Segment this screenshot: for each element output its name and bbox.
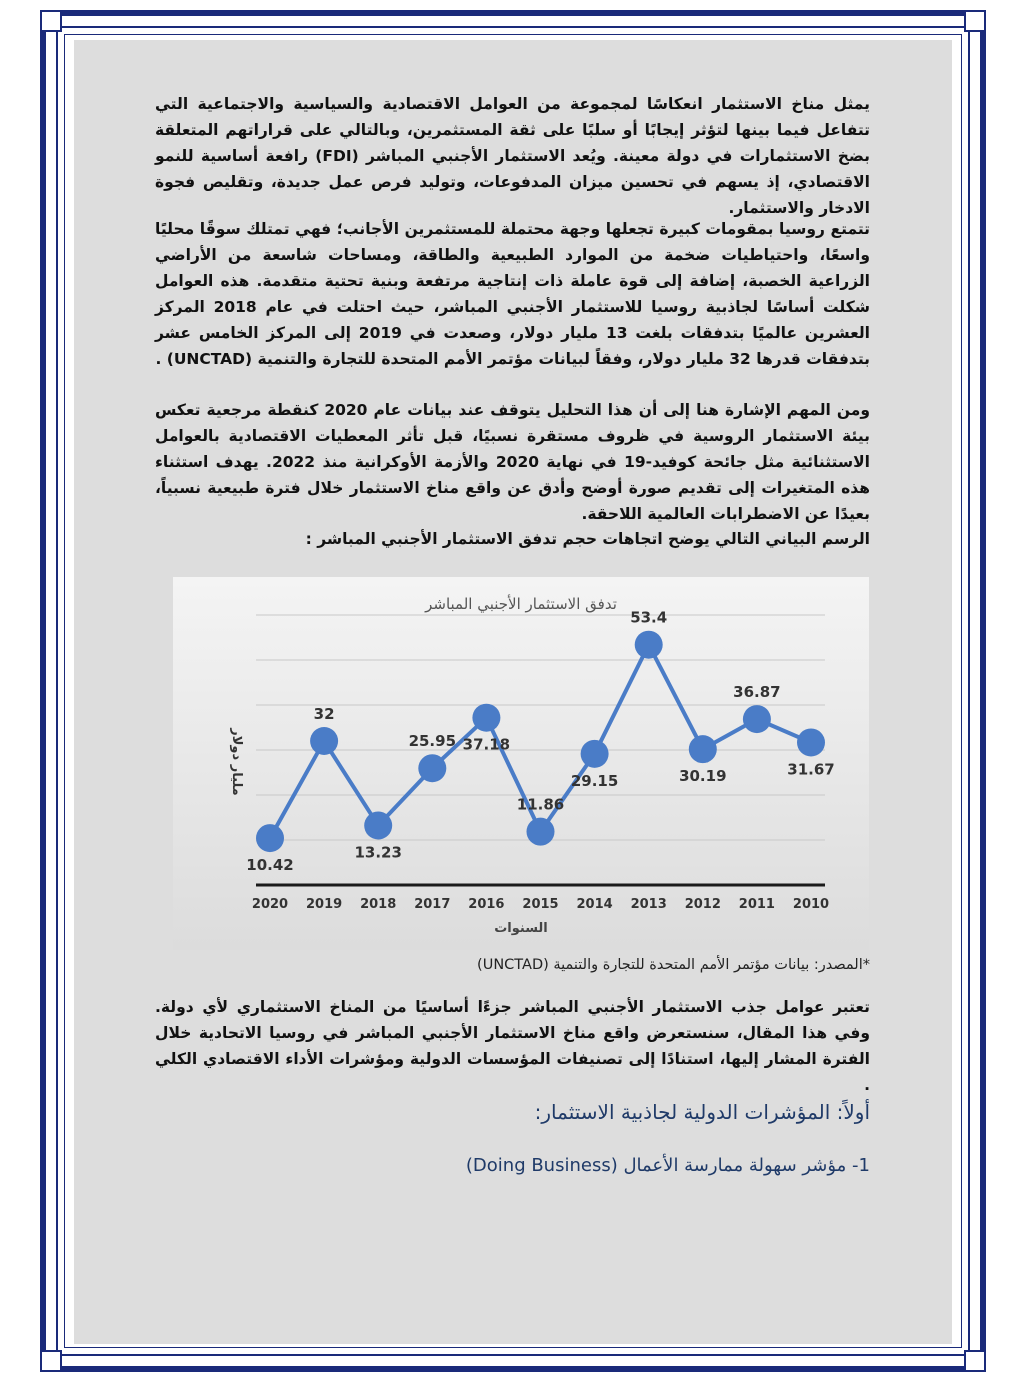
frame-corner-ornament <box>40 10 62 32</box>
chart-data-label: 11.86 <box>516 795 565 814</box>
chart-x-tick-label: 2020 <box>251 897 289 912</box>
chart-data-point <box>256 824 284 852</box>
chart-x-tick-label: 2011 <box>738 897 775 912</box>
chart-x-tick-label: 2014 <box>576 897 613 912</box>
chart-data-label: 36.87 <box>733 683 781 702</box>
chart-x-tick-label: 2016 <box>468 897 505 912</box>
closing-paragraph: تعتبر عوامل جذب الاستثمار الأجنبي المباشر جزءًا أساسيًا من المناخ الاستثماري لأي دولة. وفي هذا المقال، سنستعرض واقع مناخ الاستثمار الأجنبي المباشر في روسيا الاتحادية خلال الفترة المشار إليها، استنادًا إلى تصنيفات المؤسسات الدولية ومؤشرات الأداء الاقتصادي الكلي . <box>155 998 870 1094</box>
chart-data-point <box>527 818 555 846</box>
chart-x-tick-label: 2010 <box>792 897 830 912</box>
chart-data-point <box>418 754 446 782</box>
chart-data-point <box>472 704 500 732</box>
chart-x-tick-label: 2015 <box>522 897 559 912</box>
chart-data-label: 53.4 <box>630 608 668 627</box>
analysis-scope-paragraph: ومن المهم الإشارة هنا إلى أن هذا التحليل يتوقف عند بيانات عام 2020 كنقطة مرجعية تعكس بيئة الاستثمار الروسية في ظروف مستقرة نسبيًا، قبل تأثر المعطيات الاقتصادية بالعوامل الاستثنائية مثل جائحة كوفيد-19 في نهاية 2020 والأزمة الأوكرانية منذ 2022. يهدف استثناء هذه المتغيرات إلى تقديم صورة أوضح وأدق عن واقع مناخ الاستثمار خلال فترة طبيعية نسبياً، بعيدًا عن الاضطرابات العالمية اللاحقة. <box>155 401 870 523</box>
frame-corner-ornament <box>964 1350 986 1372</box>
chart-x-tick-label: 2012 <box>684 897 721 912</box>
chart-x-tick-label: 2013 <box>630 897 667 912</box>
chart-title: تدفق الاستثمار الأجنبي المباشر <box>425 595 617 613</box>
chart-svg <box>173 577 869 950</box>
chart-data-label: 32 <box>313 705 335 723</box>
chart-x-tick-label: 2017 <box>414 897 451 912</box>
chart-y-axis-label: مليار دولار <box>229 728 244 796</box>
chart-data-label: 25.95 <box>408 732 457 751</box>
chart-data-point <box>743 705 771 733</box>
chart-intro-text: الرسم البياني التالي يوضح اتجاهات حجم تدفق الاستثمار الأجنبي المباشر : <box>305 530 870 548</box>
chart-source-caption: *المصدر: بيانات مؤتمر الأمم المتحدة للتجارة والتنمية (UNCTAD) <box>477 957 870 973</box>
chart-data-label: 37.18 <box>462 735 511 754</box>
fdi-line-chart <box>173 577 869 950</box>
chart-background <box>173 577 869 950</box>
section-heading: أولاً: المؤشرات الدولية لجاذبية الاستثمار: <box>534 1100 870 1124</box>
chart-data-label: 30.19 <box>679 767 727 786</box>
intro-paragraph: يمثل مناخ الاستثمار انعكاسًا لمجموعة من العوامل الاقتصادية والسياسية والاجتماعية التي تتفاعل فيما بينها لتؤثر إيجابًا أو سلبًا على ثقة المستثمرين، وبالتالي على قراراتهم المتعلقة بضخ الاستثمارات في دولة معينة. ويُعد الاستثمار الأجنبي المباشر (FDI) رافعة أساسية للنمو الاقتصادي، إذ يسهم في تحسين ميزان المدفوعات، وتوليد فرص عمل جديدة، وتقليص فجوة الادخار والاستثمار. <box>155 95 870 217</box>
chart-data-point <box>635 631 663 659</box>
chart-data-point <box>689 735 717 763</box>
chart-data-label: 29.15 <box>570 771 619 790</box>
chart-data-point <box>797 728 825 756</box>
russia-paragraph: تتمتع روسيا بمقومات كبيرة تجعلها وجهة محتملة للمستثمرين الأجانب؛ فهي تمتلك سوقًا محليًا واسعًا، واحتياطيات ضخمة من الموارد الطبيعية والطاقة، ومساحات شاسعة من الأراضي الزراعية الخصبة، إضافة إلى قوة عاملة ذات إنتاجية مرتفعة وبنية تحتية متقدمة. هذه العوامل شكلت أساسًا لجاذبية روسيا للاستثمار الأجنبي المباشر، حيث احتلت في عام 2018 المركز العشرين عالميًا بتدفقات بلغت 13 مليار دولار، وصعدت في 2019 إلى المركز الخامس عشر بتدفقات قدرها 32 مليار دولار، وفقاً لبيانات مؤتمر الأمم المتحدة للتجارة والتنمية (UNCTAD) . <box>155 220 870 368</box>
chart-data-label: 31.67 <box>787 760 835 779</box>
frame-corner-ornament <box>964 10 986 32</box>
chart-data-label: 10.42 <box>246 856 294 875</box>
subsection-heading: 1- مؤشر سهولة ممارسة الأعمال (Doing Business) <box>465 1155 870 1176</box>
chart-data-label: 13.23 <box>354 843 402 862</box>
chart-x-tick-label: 2019 <box>306 897 343 912</box>
chart-x-axis-label: السنوات <box>494 921 548 936</box>
chart-x-tick-label: 2018 <box>360 897 397 912</box>
frame-corner-ornament <box>40 1350 62 1372</box>
chart-data-point <box>581 740 609 768</box>
chart-data-point <box>364 811 392 839</box>
chart-data-point <box>310 727 338 755</box>
